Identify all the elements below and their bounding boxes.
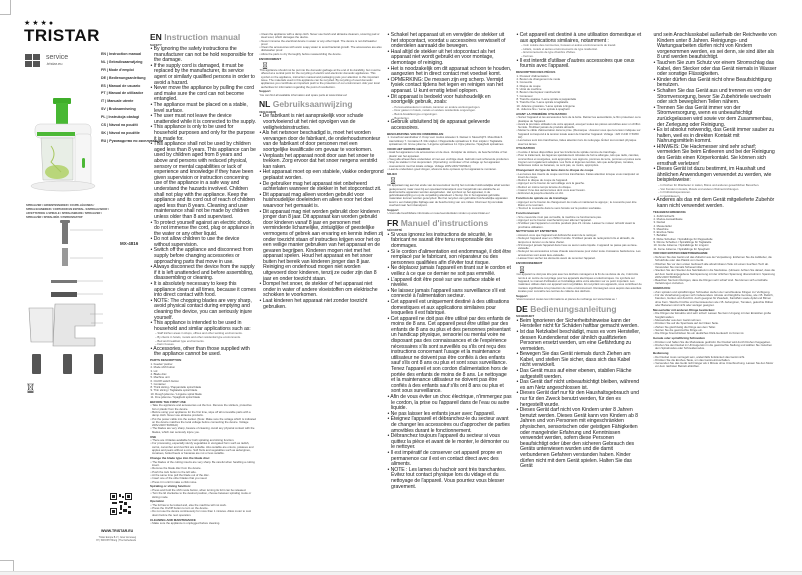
body-paragraph: • Press it in until it make a click noise. [150, 479, 198, 484]
section-heading: Messerteller mit anderen Klinge bestücken: [653, 307, 716, 312]
safety-paragraph: • Haal altijd de stekker uit het stopcontact als het apparaat niet wordt gebruikt en voor montage, demontage of reiniging. [387, 48, 496, 66]
safety-paragraph: • Débranchez toujours l'appareil du secteur si vous quittez la pièce et avant de le monter, le démonter ou le nettoyer. [387, 433, 509, 451]
body-paragraph: • Assurez-vous que l'appareil est débranché avant de le nettoyer. [516, 232, 597, 237]
column-en-nl [259, 33, 384, 310]
safety-paragraph: • Dit apparaat is bedoeld voor huishoudelijk en soortgelijk gebruik, zoals: [387, 93, 491, 106]
body-paragraph: Cet appareil ne doit pas être jeté avec les déchets ménagers à la fin de sa durée de vie, il doit être remis à un centre de recyclage pour les appareils électriques et électroniques. Ce symbole sur l'appareil, le manuel d'utilisation et l'emballage attire votre attention sur ce point important. Les matériaux utilisés dans cet appareil sont recyclables. En recyclant vos appareils, vous contribuez de manière significative à la protection de notre environnement. Renseignez-vous auprès des autorités locales pour connaître les centres de collecte des déchets. [516, 272, 642, 293]
body-paragraph: • Il existe 4 lames disponibles pour les fonctions de spirale comme de tranchage. [516, 149, 617, 154]
column-de [653, 33, 777, 369]
safety-paragraph: • Si vous ignorez les instructions de sécurité, le fabricant ne saurait être tenu responsable des dommages. [387, 231, 493, 249]
safety-paragraph: • Dompel het snoer, de stekker of het apparaat niet onder in water of andere vloeistoffen om elektrische schokken te voorkomen. [259, 281, 378, 299]
body-paragraph: 1. Zuführschacht [653, 213, 675, 218]
body-paragraph: • For processing, especially sturdy vegetables in elongated form such as radish, carrot, cucumber and zucchini are suitable. Also suitable are onions, potatoes and apples and pears without a core. Soft fruits and vegetables such as aubergines, tomatoes, boiled beets or bananas are not or less suitable. [150, 441, 254, 456]
safety-paragraph: • This appliance is only to be used for household purposes and only for the purpose it is made for. [150, 124, 255, 142]
body-paragraph: Vous trouverez toutes les informations et pièces de rechange sur www.tristar.eu ! [516, 297, 617, 302]
list-subitem: – Bed-&-breakfast-type omgevingen. [392, 111, 438, 116]
body-paragraph: • Enfoncez-la jusqu'à entendre un clic. [516, 191, 564, 196]
website-link[interactable]: WWW.TRISTAR.EU [101, 529, 134, 533]
body-paragraph: • Stecken Sie den Stecker des Netzkabels in die Steckdose. (Hinweis: Achten Sie darauf, dass die auf dem Gerät angegebene Netzspannung mit der örtlichen Spannung übereinstimmt. Spannung 220V-240V 50/60Hz) [653, 268, 775, 279]
body-paragraph: 3. Couvercle [516, 80, 533, 85]
language-list [101, 52, 164, 147]
safety-paragraph: • Cet appareil est uniquement destiné à des utilisations domestiques et aux applications similaires pour lesquelles il est fabriqué. [387, 298, 510, 317]
body-paragraph: • Retirez en même temps la lame du disque. [516, 184, 572, 189]
section-heading: TEILEBESCHREIBUNG [653, 210, 686, 215]
safety-paragraph: • OPMERKING: De messen zijn erg scherp. Vermijd fysiek contact tijdens het legen en reinigen van het apparaat. U kunt ernstig letsel oplopen. [387, 76, 504, 94]
section-heading: Operation [150, 499, 165, 504]
safety-paragraph: • Si le cordon d'alimentation est endommagé, il doit être remplacé par le fabricant, son réparateur ou des personnes qualifiées afin d'éviter tout risque. [387, 248, 511, 266]
service-label: service [46, 53, 69, 61]
body-paragraph: • Setzen Sie die gewünschte Klinge ein. [653, 327, 703, 332]
body-paragraph: • Sortez l'appareil et les accessoires hors de la boîte. Retirez les autocollants, le film protecteur ou le plastique de l'appareil. [516, 115, 641, 123]
list-subitem: – Bed and breakfast type environments. [155, 338, 205, 343]
section-heading: Gerade oder spiralförmig Schneiden [653, 335, 705, 340]
body-paragraph: 5. Machine unit [150, 375, 170, 380]
column-fr-de [516, 33, 642, 470]
body-paragraph: • Les lames des inserts de coupe sont très tranchantes. Faites attention lorsque vous manipulez un insert de coupe. [516, 171, 640, 179]
safety-paragraph: • Verplaats het apparaat nooit door aan het snoer te trekken. Zorg ervoor dat het snoer nergens verstrikt kan raken. [259, 152, 378, 170]
safety-paragraph: • Kinder dürfen das Gerät nicht ohne Beaufsichtigung benutzen. [653, 76, 772, 89]
safety-paragraph: • Il est interdit d'utiliser d'autres accessoires que ceux fournis avec l'appareil. [516, 57, 635, 70]
safety-paragraph: • Dit apparaat mag niet worden gebruikt door kinderen jonger dan 8 jaar. Dit apparaat kan worden gebruikt door kinderen vanaf 8 jaar en personen met verminderde lichamelijke, zintuiglijke of geestelijke vermogens of gebrek aan ervaring en kennis indien zij onder toezicht staan of instructies krijgen voor het op een veilige manier gebruiken van het apparaat en de gevaren begrijpen. Kinderen mogen niet met het apparaat spelen. Houd het apparaat en het snoer buiten het bereik van kinderen jonger dan 8 jaar. Reiniging en onderhoud mogen niet worden uitgevoerd door kinderen, tenzij ze ouder zijn dan 8 jaar en onder toezicht staan. [259, 208, 384, 282]
section-heading: Bedienung [653, 350, 669, 355]
safety-paragraph: • This appliance shall not be used by children aged less than 8 years. This appliance can be used by children aged from 8 years and above and persons with reduced physical, sensory or mental capabilities or lack of experience and knowledge if they have been given supervision or instruction concerning use of the appliance in a safe way and understand the hazards involved. Children shall not play with the appliance. Keep the appliance and its cord out of reach of children aged less than 8 years. Cleaning and user maintenance shall not be made by children unless older than 8 and supervised. [150, 141, 256, 220]
language-code: FR [387, 217, 399, 228]
body-paragraph: • There are 4 blades available for both spiraling and slicing function. [150, 438, 235, 443]
list-subitem: – Environnements de type chambre d'hôtes. [521, 50, 576, 55]
safety-paragraph: • Het apparaat moet op een stabiele, vlakke ondergrond geplaatst worden. [259, 169, 384, 181]
safety-paragraph: • Cet appareil ne doit pas être utilisé par des enfants de moins de 8 ans. Cet appareil peut être utilisé par des enfants de 8 ans ou plus et des personnes présentant un handicap physique, sensoriel ou mental voire ne disposant pas des connaissances et de l'expérience nécessaires s'ils sont surveillés ou s'ils ont reçu des instructions concernant l'usage et la maintenance utilisateur ne doivent pas être confiés à des enfants sauf s'ils ont 8 ans ou plus et sont sous surveillance. Tenez l'appareil et son cordon d'alimentation hors de portée des enfants de moins de 8 ans. Le nettoyage et la maintenance utilisateur ne doivent pas être confiés à des enfants sauf s'ils ont 8 ans ou plus et sont sous surveillance. [387, 315, 511, 395]
list-subitem: – In Gutshäusern. [658, 193, 681, 198]
body-paragraph: • Die Klinge hineindrücken bis ein deutliches Klick-Geräusch zu hören ist. [653, 331, 745, 336]
section-heading: PARTS DESCRIPTION [150, 358, 182, 363]
safety-paragraph: • Bewegen Sie das Gerät niemals durch Ziehen am Kabel, und stellen Sie sicher, dass sich das Kabel nicht verwickelt. [516, 351, 631, 369]
list-subitem: – Personeelskeukens in winkels, kantoren en andere werkomgevingen. [392, 104, 481, 109]
body-paragraph: • Nettoyez les accessoires à l'eau chaude savonneuse pour éviter toute croissance bactérienne. Les accessoires sont aussi lave-vaisselle. [516, 249, 641, 257]
language-item: RU | Руководство по эксплуатации [101, 138, 164, 143]
section-heading: SÉCURITÉ [387, 228, 403, 233]
weee-bin-icon [27, 383, 34, 393]
body-paragraph: • Haal het apparaat en de accessoires uit de doos. Verwijder de stickers, de beschermfolie of het plastic van het apparaat. [387, 150, 508, 158]
body-paragraph: • Make sure the appliance is unplugged before cleaning. [150, 521, 221, 526]
list-subitem: – Coin cuisine des commerces, bureaux et autres environnements de travail. [521, 43, 616, 48]
body-paragraph: You can find all available information and spare parts at www.tristar.eu! [259, 93, 348, 98]
section-title [150, 32, 256, 42]
body-paragraph: 1. Invoerbus/ aandrukker 2. Knop voor modus wisselen 3. Deksel 4. Messchijf 5. Motorblok 6. Aan/uitknop 7. Container 8. Dik snijden / Pappardelle spiraalmes 9. Dun snijden / Tagliatelle spiraalmes 10. Grove julienne / Linguine spiraalmes 11. Fijne julienne / Spaghetti spiraalmes [387, 135, 504, 146]
safety-paragraph: und sein Anschlusskabel außerhalb der Reichweite von Kindern unter 8 Jahren. Reinigungs- und Wartungsarbeiten dürfen nicht von Kindern vorgenommen werden, es sei denn, sie sind älter als 8 und werden beaufsichtigt. [653, 32, 777, 61]
body-paragraph: 10. Julienne grossière / Lame spirale à linguine [516, 103, 575, 108]
section-heading: ENVIRONNEMENT [516, 260, 543, 265]
safety-paragraph: • Afin de vous éviter un choc électrique, n'immergez pas le cordon, la prise ou l'appareil dans de l'eau ou autre liquide. [387, 394, 512, 412]
list-subitem: – Farm houses. [155, 342, 175, 347]
body-paragraph: • Remove the blade disc from the device. [150, 466, 202, 471]
section-title [259, 99, 384, 109]
section-heading: Changement du type de lame dans le disque de coupe [516, 167, 594, 172]
body-paragraph: 5. Unité de machine [516, 87, 542, 92]
body-paragraph: • Take the appliance and accessories out the box. Remove the stickers, protective foil or plastic from the device. [150, 403, 252, 411]
body-paragraph: • Appuyez sur le bouton de verrouillage vers la gauche. [516, 181, 585, 186]
body-paragraph: 11. Julienne fine / Lame spirale à spaghetti [516, 106, 570, 111]
crop-mark [0, 560, 14, 571]
section-heading: SAFETY [150, 42, 162, 47]
safety-paragraph: • Accessories, other than those supplied with the appliance cannot be used. [150, 345, 250, 358]
list-subitem: – Hôtels, motels et autres environnements de type résidentiel. [521, 46, 598, 51]
section-title-text: Gebruiksaanwijzing [272, 99, 353, 110]
body-paragraph: • Drehen Sie den Deckel im Uhrzeigersinn in die gewünschte Stellung und wählen Sie zwischen dem Spiralmodus oder Schneidemodus. [653, 342, 773, 351]
safety-paragraph: • Als het netsnoer beschadigd is, moet het worden vervangen door de fabrikant, de onderhoudsmonteur van de fabrikant of door personen met een soortgelijke kwalificatie om gevaar te voorkomen. [259, 130, 381, 153]
body-paragraph: 6. Bouton interrupteur marche/arrêt [516, 90, 561, 95]
list-subitem: – Door gasten in hotels, motels en andere residentiële omgevingen. [392, 108, 476, 113]
safety-paragraph: • Trennen Sie das Gerät immer von der Stromversorgung, wenn es unbeaufsichtigt zurückgelassen wird sowie vor dem Zusammenbau, der Zerlegung oder Reinigung. [653, 104, 773, 128]
language-item: IT | Manuale utente [101, 99, 134, 104]
body-paragraph: • Nettoyez l'appareil avec un chiffon humide. N'utilisez jamais de nettoyants forts et abrasifs, de tampons à récurer ou de laine d'acier. [516, 236, 635, 244]
safety-paragraph: • Switch off the appliance and disconnect from supply before changing accessories or approaching parts that move in use. [150, 247, 253, 265]
safety-paragraph: • Never move the appliance by pulling the cord and make sure the cord can not become entangled. [150, 85, 254, 103]
language-item: NL | Gebruiksaanwijzing [101, 59, 143, 64]
body-paragraph: 11. Feine Julienne / Spiralklinge für Spaghetti [653, 246, 710, 251]
body-paragraph: • Messerteller aus dem Gerät nehmen. [653, 317, 702, 322]
safety-paragraph: • Es ist absolut notwendig, das Gerät immer sauber zu halten, weil es in direkten Kontakt mit Nahrungsmitteln kommt. [653, 127, 775, 145]
body-paragraph: 4. Disque de coupe [516, 83, 541, 88]
safety-paragraph: • If the supply cord is damaged, it must be replaced by the manufacturer, its service agent or similarly qualified persons in order to avoid a hazard. [150, 62, 255, 86]
safety-paragraph: • To protect yourself against an electric shock, do not immerse the cord, plug or appliance in the water or any other liquid. [150, 219, 255, 237]
body-paragraph: • Für die Verarbeitung eignen sich insbesondere robuste und längliche Gemüse, wie z.B. Rettich, Karotten, Gurken und Zucchini. Auch geeignet für Zwiebeln, Kartoffeln sowie Äpfel und Birnen ohne Kern. Weiche Früchte und Gemüsesorten wie z.B. Auberginen, Tomaten, gekochte Rüben oder Bananen sind nicht oder weniger geeignet. [653, 293, 774, 307]
safety-paragraph: • Dieses Gerät darf nur für den Haushaltsgebrauch und nur für den Zweck benutzt werden, für den es hergestellt wurde. [516, 390, 639, 408]
language-item: SV | Bruksanvisning [101, 107, 136, 112]
page-bottom-edge [0, 571, 802, 575]
body-paragraph: • Laat de onderdelen goed drogen, alvorens deze opnieuw op het apparaat te monteren. [387, 166, 497, 171]
section-title [516, 304, 642, 314]
safety-paragraph: • Gebruik uitsluitend bij de apparaat geleverde accessoires. [387, 119, 490, 131]
service-domain: .tristar.eu [46, 60, 63, 66]
body-paragraph: 3. Deckel [653, 220, 666, 225]
section-title-text: Bedienungsanleitung [530, 303, 617, 314]
safety-paragraph: • Het is noodzakelijk om dit apparaat schoon te houden, aangezien het in direct contact met voedsel komt. [387, 65, 512, 78]
body-paragraph: • Before using your appliance for the first time, wipe off all removable parts with a damp cloth. Never use abrasive products. [150, 409, 251, 418]
safety-paragraph: • NOTE: The chopping blades are very sharp, avoid physical contact during emptying and cleaning the device, you can seriously injure yourself. [150, 297, 252, 321]
body-paragraph: • Do not use the device continuously for more than 1 minutes. Allow motor to cool down before the next operation. [150, 509, 251, 517]
section-title-text: Manuel d'instructions [400, 217, 489, 228]
body-paragraph: • The blades of the cutting inserts are very sharp. Be careful when handling a cutting insert. [150, 459, 255, 468]
body-paragraph: • Allow the parts to dry thoroughly before reassembling the device. [259, 51, 342, 56]
section-title [387, 218, 512, 228]
body-paragraph: 7. Container [150, 381, 166, 386]
safety-paragraph: • Dieses Gerät darf nicht von Kindern unter 8 Jahren benutzt werden. Dieses Gerät kann von Kindern ab 8 Jahren und von Personen mit eingeschränkten physischen, sensorischen oder geistigen Fähigkeiten oder mangelnder Erfahrung und Kenntnissen verwendet werden, sofern diese Personen beaufsichtigt oder über den sicheren Gebrauch des Geräts unterwiesen wurden und die damit verbundenen Gefahren verstanden haben. Kinder dürfen nicht mit dem Gerät spielen. Halten Sie das Gerät [516, 407, 638, 470]
section-heading: SICHERHEIT [516, 314, 535, 319]
section-heading: VOOR HET EERSTE GEBRUIK [387, 146, 431, 151]
safety-paragraph: • Beim Ignorieren der Sicherheitshinweise kann der Hersteller nicht für Schäden haftbar gemacht werden. [516, 317, 639, 330]
body-paragraph: • Drücken und halten Sie die Modustaste gedrückt. Der Deckel wird durch Drehen freigegeben. [653, 339, 771, 344]
body-paragraph: • Clean the appliance with a damp cloth. Never use harsh and abrasive cleaners, scouring pad or steel wool, which damages the device. [259, 32, 380, 40]
body-paragraph: • Les lames sont très tranchantes, faites attention lors du nettoyage. Évitez tout contact physique avec les lames. [516, 138, 637, 146]
section-heading: MILIEU [387, 171, 398, 176]
body-paragraph: • Press the On/Off button to turn on the device. [150, 506, 209, 511]
body-paragraph: • Nehmen Sie das Gerät und das Zubehör aus der Verpackung. Entfernen Sie die Aufkleber, die Schutzfolie oder das Plastik vom Gerät. [653, 255, 772, 263]
section-heading: DESCRIPTION DES PIÈCES [516, 70, 556, 75]
safety-paragraph: • Anderes als das mit dem Gerät mitgelieferte Zubehör kann nicht verwendet werden. [653, 197, 775, 209]
body-paragraph: • Veeg alle afneembare onderdelen af met een vochtige doek. Gebruik nooit schurende producten. [387, 156, 510, 161]
body-paragraph: • Drücken Sie auf die Sperrtaste auf der linken Seite. [653, 321, 719, 326]
tristar-logo [24, 20, 102, 44]
safety-paragraph: • Cet appareil est destiné à une utilisation domestique et aux applications similaires, notamment : [516, 32, 642, 44]
safety-paragraph: • Éteignez l'appareil et débranchez-le du secteur avant de changer les accessoires ou d'approcher de parties amovibles durant le fonctionnement. [387, 416, 510, 434]
section-heading: Support [516, 293, 528, 298]
body-paragraph: 4. Messerteller [653, 223, 672, 228]
body-paragraph: • N'utilisez pas l'appareil en continu pendant plus d'1 minute. Laissez le moteur refroidir avant la prochaine utilisation. [516, 221, 635, 229]
body-paragraph: 8. Tranche épaisse / Lame spirale à pappardelle [516, 96, 577, 101]
body-paragraph: 6. Ein/Aus-Taste [653, 230, 674, 235]
body-paragraph: • Put the power cable into the socket. (Note: Make sure the voltage which is indicated on the device matches the local voltage before connecting the device. Voltage 220V-240V 50/60Hz) [150, 416, 256, 428]
body-paragraph: • Pour le traitement, les légumes spécialement robustes de forme allongée, tels que radis, carottes, concombres et courgettes, sont appropriés. Les oignons, pommes de terre, pommes et poires sans trognon sont également adaptés. Les fruits et légumes tendres, tels que aubergines, tomates, betteraves cuites ou bananes, ne sont pas, ou moins, appropriés. [516, 153, 641, 168]
section-heading: NETTOYAGE ET ENTRETIEN [516, 229, 557, 234]
body-paragraph: • Retirez le disque de coupe de l'appareil. [516, 178, 568, 183]
language-flags-icon [25, 54, 40, 67]
body-paragraph: • Insérez l'une des autres lames dont vous avez besoin. [516, 188, 586, 193]
body-paragraph: • Drücken Sie die Ein/Aus-Taste, um das Gerät einzuschalten. [653, 357, 731, 362]
safety-paragraph: • Ne laissez jamais l'appareil sans surveillance s'il est connecté à l'alimentation secteur. [387, 287, 506, 300]
body-paragraph: • Tournez le couvercle dans le sens horaire sur la position souhaitée. [516, 206, 602, 211]
body-paragraph: 9. Dünne Scheiben / Spiralklinge für Tagliatelle [653, 240, 712, 245]
body-paragraph: 1. Poussoir d'alimentation [516, 73, 549, 78]
list-subitem: – Fermes. [521, 53, 534, 58]
body-paragraph: 4. Blade disc [150, 371, 167, 376]
body-paragraph: 3. Lid [150, 368, 158, 373]
safety-paragraph: • De fabrikant is niet aansprakelijk voor schade voortvloeiend uit het niet opvolgen van de veiligheidsinstructies. [259, 113, 364, 131]
body-paragraph: • Avant la première utilisation de votre appareil, essuyez toutes les pièces amovibles avec un chiffon humide. N'utilisez jamais de produits abrasifs. [516, 121, 641, 130]
body-paragraph: • Verwenden Sie das Gerät nicht länger als 1 Minute ohne Unterbrechung. Lassen Sie den Motor vor dem nächsten Betrieb abkühlen. [653, 361, 774, 369]
body-paragraph: • Beachten Sie beim Reinigen, dass die Klingen sehr scharf sind. Sie können sich ernsthafte Verletzungen zuziehen. [653, 278, 768, 286]
list-subitem: – Boerderijen. [392, 115, 410, 120]
section-heading: Fonction de spirale ou de tranchage [516, 196, 568, 201]
body-paragraph: 8. Dicke Scheiben / Spiralklinge für Pappardelle [653, 236, 713, 241]
language-item: SK | Návod na použitie [101, 130, 140, 135]
body-paragraph: • The lid has to be locked and, else the machine will not work. [150, 502, 227, 507]
safety-paragraph: • Do not allow children to use the device without supervision. [150, 236, 240, 248]
list-subitem: – In Frühstückspensionen. [658, 190, 691, 195]
section-heading: BEFORE THE FIRST USE [150, 399, 186, 404]
safety-paragraph: • L'appareil doit être posé sur une surface stable et nivelée. [387, 276, 500, 289]
logo-stars: ★★★● [24, 20, 56, 27]
body-paragraph: This appliance should not be put into the domestic garbage at the end of its durability, but must be offered at a central point for the recycling of electric and electronic domestic appliances. This symbol on the appliance, instruction manual and packaging puts your attention to this important issue. The materials used in this appliance can be recycled. By recycling of used domestic appliances you contribute an important push to the protection of our environment. Ask your local authorities for information regarding the point of recollection. [259, 68, 381, 89]
body-paragraph: • Mettez le câble d'alimentation dans la prise. (Remarque : Assurez-vous que la tension indiquée sur l'appareil correspond à la tension locale avant de brancher l'appareil. Voltage : 220 V-240 V 50/60 Hz) [516, 128, 641, 139]
body-paragraph: 2. Mode shift button [150, 365, 176, 370]
exploded-parts-diagram [25, 218, 105, 378]
company-address: Tristar Europe B.V. | Jules Verneweg 87 | 5015 BH Tilburg | The Netherlands [96, 537, 136, 543]
body-paragraph: 7. Conteneur [516, 93, 533, 98]
safety-paragraph: • Schakel het apparaat uit en verwijder de stekker uit het stopcontact, voordat u accessoires verwisselt of onderdelen aanraakt die bewegen. [387, 32, 506, 50]
body-paragraph: • Clean the accessories with warm soapy water to avoid bacterial growth. The accessories are also dishwasher proof. [259, 45, 382, 53]
section-heading: Support [387, 207, 399, 212]
section-heading: BESCHRIJVING VAN DE ONDERDELEN [387, 131, 444, 136]
safety-paragraph: • HINWEIS: Die Hackmesser sind sehr scharf; vermeiden Sie beim Entleeren und bei der Reinigung des Geräts einen Körperkontakt. Sie können sich ernsthaft verletzen! [653, 143, 775, 167]
service-badge [25, 54, 68, 67]
list-subitem: – Staff kitchen areas in shops, offices and other working environments. [155, 331, 243, 336]
body-paragraph: • Si le couvercle n'est pas verrouillé, la machine ne fonctionnera pas. [516, 214, 602, 219]
column-en [150, 30, 256, 525]
language-item: EN | Instruction manual [101, 52, 142, 56]
body-paragraph: • Press and hold the shift mode button, when turning its lid it can be released. [150, 487, 247, 492]
body-paragraph: • N'immergez jamais l'appareil dans l'eau ou aucun autre liquide. L'appareil ne passe pas au lave-vaisselle. [516, 242, 638, 251]
body-paragraph: 11. Fine julienne / Spaghetti spiral blade [150, 395, 201, 399]
safety-paragraph: • Laat kinderen het apparaat niet zonder toezicht gebruiken. [259, 298, 368, 310]
list-subitem: – In Küchen für Mitarbeiter in Läden, Büros und anderen gewerblichen Bereichen. [658, 183, 760, 188]
body-paragraph: 2. Bouton de changement de mode [516, 77, 561, 82]
crop-mark [0, 0, 11, 15]
language-code: NL [259, 99, 271, 110]
body-paragraph: • Appuyez sur le bouton de changement de mode et maintenez-le appuyé ; le couvercle peut être libéré en le tournant. [516, 199, 637, 208]
body-paragraph: Dit apparaat mag aan het einde van de levensduur niet bij het normale huishoudelijke afval worden gedeponeerd, maar moet bij een speciaal inzamelpunt voor hergebruik van elektrische en elektronische apparaten worden aangeboden. Het symbool op het apparaat, in de gebruiksaanwijzing en op de verpakking attendeert u hierop. De in het apparaat gebruikte materialen kunnen worden gerecycled. Met het recyclen van gebruikte huishoudelijke apparaten levert u een belangrijke bijdrage aan de bescherming van ons milieu. Informeer bij uw lokale overheid naar het inzamelpunt. [387, 183, 510, 208]
body-paragraph: • Turn the lid clockwise to the desired position, choose between spiraling mode or slicing mode. [150, 491, 252, 499]
section-title-text: Instruction manual [164, 32, 241, 42]
section-heading: Spiraling or slicing function: [150, 484, 191, 489]
body-paragraph: 5. Maschine [653, 226, 669, 231]
body-paragraph: • Laissez bien sécher les éléments avant de remonter l'appareil. [516, 256, 596, 261]
body-paragraph: • Insert one of the other blades that you need. [150, 476, 208, 481]
language-code: DE [516, 303, 528, 314]
language-item: CS | Návod na použití [101, 123, 138, 128]
language-item: PT | Manual de utilizador [101, 91, 144, 96]
language-code: EN [150, 32, 162, 42]
body-paragraph: • Stop de stekker in het stopcontact. (Opmerking: controleer of het voltage op het apparaat overeenkomt met het lokale voltage. Voltage 220V-240V 50/60Hz) [387, 160, 500, 168]
section-heading: Support [259, 89, 271, 94]
safety-paragraph: • Schalten Sie das Gerät aus und trennen es von der Stromversorgung, bevor Sie Zubehörteile wechseln oder sich beweglichen Teilen nähern. [653, 87, 772, 106]
list-subitem: – Von Kunden in Hotels, Motels und anderen Wohneinrichtungen. [658, 186, 740, 191]
body-paragraph: 10. Grobe Julienne / Spiralklinge für Linguini [653, 243, 709, 248]
body-paragraph: • The blades are very sharp, beware of cleaning. Avoid any physical contact with the blades, which can seriously injure you. [150, 426, 255, 434]
language-item: DE | Bedienungsanleitung [101, 75, 146, 80]
body-paragraph: • Wischen Sie vor dem ersten Gebrauch alle abnehmbaren Teile mit einem feuchten Tuch ab. Verwenden Sie niemals Scheuermittel. [653, 261, 769, 269]
safety-paragraph: • Ne déplacez jamais l'appareil en tirant sur le cordon et veillez à ce que ce dernier ne soit pas emmêlé. [387, 265, 511, 277]
section-heading: Change the blade type into the blade disc: [150, 456, 211, 461]
body-paragraph: 10. Rough julienne / Linguine spiral blade [150, 391, 202, 396]
safety-paragraph: • This appliance is intended to be used in household and similar applications such as: [150, 320, 251, 332]
section-heading: GEBRAUCH [653, 286, 671, 291]
section-heading: USE [150, 434, 157, 439]
list-subitem: – By clients in hotels, motels and other residential type environments. [155, 334, 241, 339]
safety-paragraph: • Tauchen Sie zum Schutz vor einem Stromschlag das Kabel, den Stecker oder das Gerät niemals in Wasser oder sonstige Flüssigkeiten. [653, 59, 777, 78]
safety-paragraph: • De gebruiker mag het apparaat niet onbeheerd achterlaten wanneer de stekker in het stopcontact zit. [259, 180, 382, 193]
spiralizer-product-image [27, 98, 97, 196]
body-paragraph: U kunt alle beschikbare informatie en reserveonderdelen vinden op www.tristar.eu! [387, 211, 490, 216]
safety-paragraph: • Ne pas laisser les enfants jouer avec l'appareil. [387, 410, 495, 417]
section-heading: VEILIGHEID [259, 109, 277, 114]
body-paragraph: 7. Behälter [653, 233, 668, 238]
safety-paragraph: • The user must not leave the device unattended while it is connected to the supply. [150, 113, 256, 125]
language-item: FR | Mode d'emploi [101, 67, 134, 72]
body-paragraph: • Never immerse the electrical device in water or any other liquid. The device is not dishwasher proof. [259, 38, 377, 46]
service-logo [46, 55, 68, 67]
logo-wordmark: TRISTAR [24, 26, 100, 45]
safety-paragraph: • Ist das Netzkabel beschädigt, muss es vom Hersteller, dessen Kundendienst oder ähnlich qualifizierten Personen ersetzt werden, um eine Gefährdung zu vermeiden. [516, 328, 640, 352]
safety-paragraph: • Dieses Gerät ist dazu bestimmt, im Haushalt und ähnlichen Anwendungen verwendet zu werden, wie beispielsweise: [653, 166, 772, 184]
section-heading: ENVIRONMENT [259, 56, 282, 61]
model-number: MX-4816 [120, 241, 139, 246]
body-paragraph: • Push the lock button to the left side. [150, 469, 197, 474]
body-paragraph: 9. Tranche fine / Lame spirale à tagliatelle [516, 100, 569, 105]
body-paragraph: • Der Deckel muss verriegelt sein, andernfalls funktioniert das Gerät nicht. [653, 354, 745, 359]
body-paragraph: 1. Feeder/ pusher [150, 362, 173, 367]
body-paragraph: • Zum spiralen und spiralförmigen Schneiden stehen vier verschiedene Klingen zur Verfügung. [653, 289, 771, 294]
body-paragraph: 9. Thin slicing / Tagliatelle spiral blade [150, 388, 198, 393]
body-paragraph: • Ziehen Sie gleichzeitig die Klinge aus dem Teller. [653, 324, 716, 329]
safety-paragraph: • By ignoring the safety instructions the manufacturer can not be hold responsible for the damage. [150, 46, 254, 64]
body-paragraph: 6. On/Off switch button [150, 378, 179, 383]
body-paragraph: • Appuyez sur le bouton marche/arrêt pour allumer l'appareil. [516, 218, 592, 222]
qr-code[interactable] [110, 493, 132, 515]
section-heading: CLEANING AND MAINTENANCE [150, 517, 196, 522]
section-heading: Fonctionnement [516, 211, 540, 216]
safety-paragraph: • Das Gerät muss auf einer ebenen, stabilen Fläche aufgestellt werden. [516, 368, 632, 380]
body-paragraph: • Die Klingen der Einsätze sind sehr scharf. Lassen Sie beim Umgang mit den Einsätzen große Sorgfalt walten. [653, 311, 772, 319]
body-paragraph: • At the same time pull the blade out of the disc. [150, 472, 210, 477]
column-nl-fr [387, 33, 512, 490]
section-heading: UTILISATION [516, 146, 535, 151]
section-heading: VOR DER ERSTEN INBETRIEBNAHME [653, 251, 708, 256]
safety-paragraph: • It is absolutely necessary to keep this appliance clean at all times, because it comes into direct contact with food. [150, 281, 256, 299]
body-paragraph: 2. Modus-Auswahltaste [653, 216, 683, 221]
safety-paragraph: • Always disconnect the device from the supply if it is left unattended and before assembling, disassembling or cleaning. [150, 264, 255, 282]
language-item: ES | Manual de usuario [101, 83, 141, 88]
safety-paragraph: • Dit apparaat mag alleen worden gebruikt voor huishoudelijke doeleinden en alleen voor het doel waarvoor het gemaakt is. [259, 191, 373, 209]
section-heading: AVANT LA PREMIÈRE UTILISATION [516, 111, 567, 116]
body-paragraph: 8. Thick slicing / Pappardelle spiral blade [150, 385, 202, 390]
language-item: PL | Instrukcja obsługi [101, 115, 140, 120]
safety-paragraph: • Das Gerät darf nicht unbeaufsichtigt bleiben, während es am Netz angeschlossen ist. [516, 379, 640, 391]
safety-paragraph: • NOTE : Les lames du hachoir sont très tranchantes. Évitez tout contact physique lors du vidage et du nettoyage de l'appareil. Vous pourriez vous blesser gravement. [387, 466, 506, 490]
safety-paragraph: • The appliance must be placed on a stable, level surface. [150, 102, 248, 114]
product-title: SPIRALIZER / GROENTESNIJDER / COUPE-LÉGUMES / SPIRALSCHNEIDER / CORTADOR EN ESPIRAL / ESPIRALIZADOR / AFFETTATRICE A SPIRALE / SPIRALISERARE / SPIRALIZER / SPIRALIZÉR / SPIRALIZÉR / СПИРАЛИЗАТОР [26, 204, 109, 219]
safety-paragraph: • Il est impératif de conserver cet appareil propre en permanence car il est en contact direct avec des aliments. [387, 449, 503, 468]
